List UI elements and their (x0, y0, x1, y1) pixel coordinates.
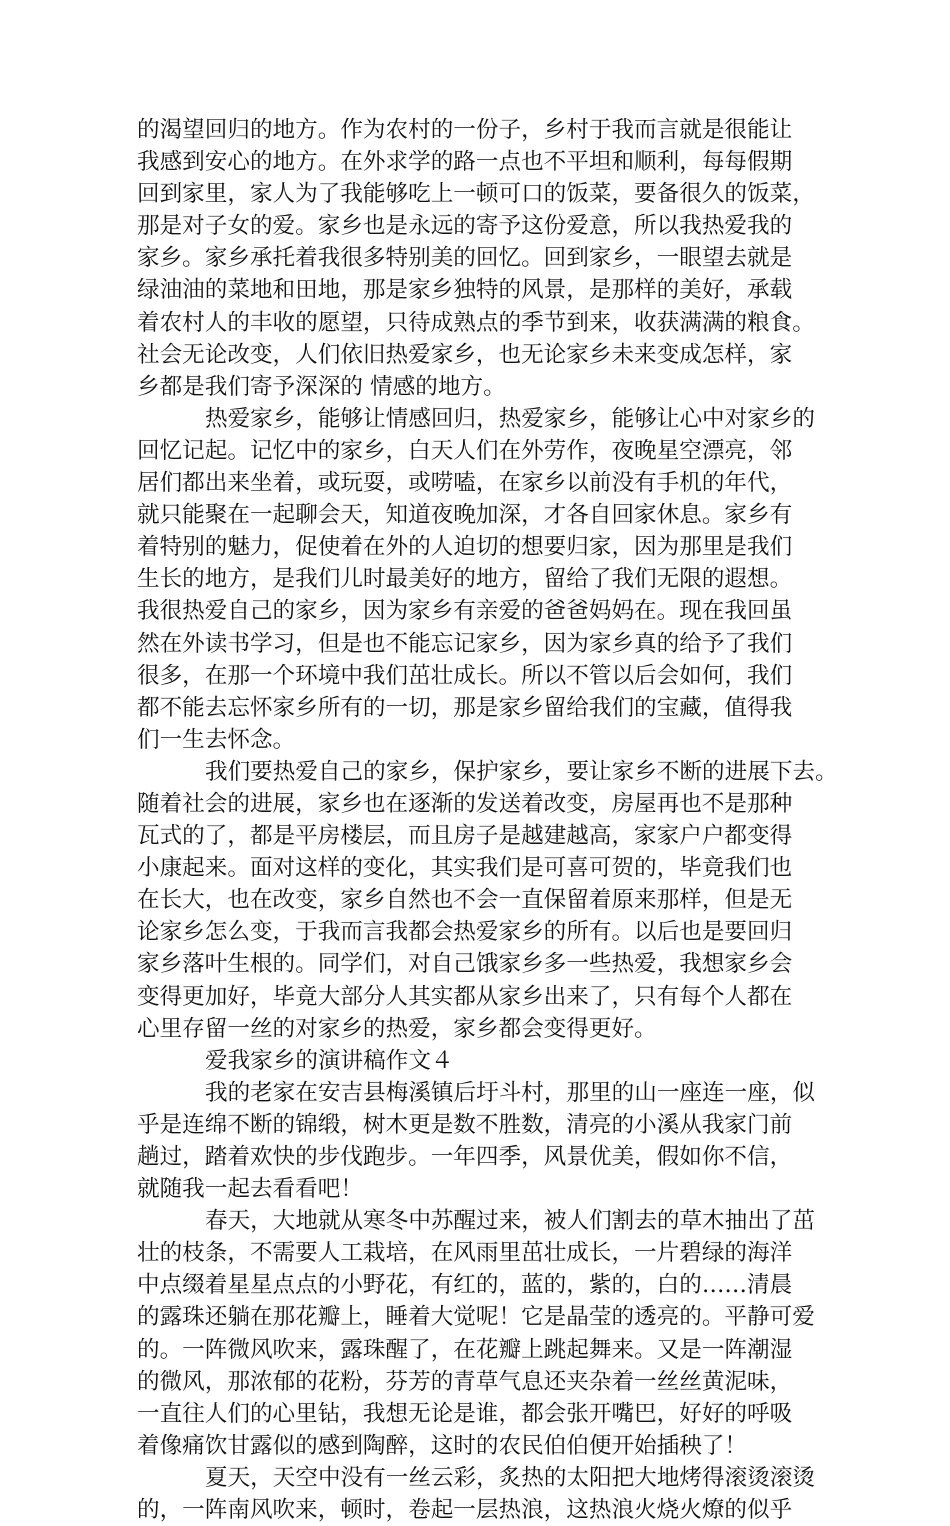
text-line: 爱我家乡的演讲稿作文４ (205, 1047, 454, 1074)
text-line: 心里存留一丝的对家乡的热爱，家乡都会变得更好。 (137, 1015, 657, 1042)
text-line: 瓦式的了，都是平房楼层，而且房子是越建越高，家家户户都变得 (137, 823, 793, 850)
text-line: 的渴望回归的地方。作为农村的一份子，乡村于我而言就是很能让 (137, 117, 793, 143)
text-line: 中点缀着星星点点的小野花，有红的，蓝的，紫的，白的……清晨 (137, 1272, 793, 1299)
text-line: 家乡。家乡承托着我很多特别美的回忆。回到家乡，一眼望去就是 (137, 245, 793, 272)
paragraph (137, 403, 817, 756)
text-line: 夏天，天空中没有一丝云彩，炙热的太阳把大地烤得滚烫滚烫 (205, 1464, 816, 1491)
text-line: 都不能去忘怀家乡所有的一切，那是家乡留给我们的宝藏，值得我 (137, 694, 793, 721)
text-line: 我的老家在安吉县梅溪镇后圩斗村，那里的山一座连一座，似 (205, 1079, 816, 1106)
text-line: 那是对子女的爱。家乡也是永远的寄予这份爱意，所以我热爱我的 (137, 213, 793, 240)
paragraph (137, 1205, 817, 1462)
text-line: 我很热爱自己的家乡，因为家乡有亲爱的爸爸妈妈在。现在我回虽 (137, 598, 793, 625)
text-line: 就随我一起去看看吧！ (137, 1176, 363, 1203)
text-line: 的，一阵南风吹来，顿时，卷起一层热浪，这热浪火烧火燎的似乎 (137, 1497, 793, 1524)
text-line: 乎是连绵不断的锦缎，树木更是数不胜数，清亮的小溪从我家门前 (137, 1111, 793, 1138)
paragraph (137, 1045, 817, 1077)
text-line: 春天，大地就从寒冬中苏醒过来，被人们割去的草木抽出了茁 (205, 1208, 816, 1235)
text-line: 热爱家乡，能够让情感回归，热爱家乡，能够让心中对家乡的 (205, 405, 816, 432)
text-line: 一直往人们的心里钻，我想无论是谁，都会张开嘴巴，好好的呼吸 (137, 1400, 793, 1427)
text-line: 论家乡怎么变，于我而言我都会热爱家乡的所有。以后也是要回归 (137, 919, 793, 946)
text-line: 的微风，那浓郁的花粉，芬芳的青草气息还夹杂着一丝丝黄泥味， (137, 1368, 793, 1395)
text-line: 居们都出来坐着，或玩耍，或唠嗑，在家乡以前没有手机的年代， (137, 470, 793, 497)
paragraph (137, 114, 817, 403)
text-line: 们一生去怀念。 (137, 726, 296, 753)
text-line: 的露珠还躺在那花瓣上，睡着大觉呢！它是晶莹的透亮的。平静可爱 (137, 1304, 815, 1331)
text-line: 趟过，踏着欢快的步伐跑步。一年四季，风景优美，假如你不信， (137, 1144, 793, 1170)
text-line: 着像痛饮甘露似的感到陶醉，这时的农民伯伯便开始插秧了！ (137, 1432, 748, 1459)
text-line: 着特别的魅力，促使着在外的人迫切的想要归家，因为那里是我们 (137, 534, 793, 561)
document-page (137, 114, 838, 1526)
text-line: 着农村人的丰收的愿望，只待成熟点的季节到来，收获满满的粮食。 (137, 309, 815, 336)
text-line: 就只能聚在一起聊会天，知道夜晚加深，才各自回家休息。家乡有 (137, 502, 793, 529)
text-line: 壮的枝条，不需要人工栽培，在风雨里茁壮成长，一片碧绿的海洋 (137, 1240, 793, 1267)
paragraph (137, 1462, 817, 1526)
text-line: 小康起来。面对这样的变化，其实我们是可喜可贺的，毕竟我们也 (137, 855, 793, 882)
text-line: 生长的地方，是我们儿时最美好的地方，留给了我们无限的遐想。 (137, 566, 793, 593)
text-line: 随着社会的进展，家乡也在逐渐的发送着改变，房屋再也不是那种 (137, 790, 793, 817)
text-line: 很多，在那一个环境中我们茁壮成长。所以不管以后会如何，我们 (137, 662, 793, 689)
text-line: 回到家里，家人为了我能够吃上一顿可口的饭菜，要备很久的饭菜， (137, 181, 815, 208)
document-body (137, 114, 838, 1526)
text-line: 然在外读书学习，但是也不能忘记家乡，因为家乡真的给予了我们 (137, 630, 793, 657)
text-line: 社会无论改变，人们依旧热爱家乡，也无论家乡未来变成怎样，家 (137, 341, 793, 368)
text-line: 我们要热爱自己的家乡，保护家乡，要让家乡不断的进展下去。 (205, 758, 838, 785)
text-line: 在长大，也在改变，家乡自然也不会一直保留着原来那样，但是无 (137, 887, 793, 914)
text-line: 的。一阵微风吹来，露珠醒了，在花瓣上跳起舞来。又是一阵潮湿 (137, 1336, 793, 1363)
text-line: 我感到安心的地方。在外求学的路一点也不平坦和顺利，每每假期 (137, 149, 793, 176)
text-line: 回忆记起。记忆中的家乡，白天人们在外劳作，夜晚星空漂亮，邻 (137, 437, 793, 464)
text-line: 变得更加好，毕竟大部分人其实都从家乡出来了，只有每个人都在 (137, 983, 793, 1010)
text-line: 家乡落叶生根的。同学们，对自己饿家乡多一些热爱，我想家乡会 (137, 951, 793, 978)
paragraph (137, 756, 838, 1045)
text-line: 乡都是我们寄予深深的 情感的地方。 (137, 373, 506, 400)
paragraph (137, 1077, 817, 1205)
text-line: 绿油油的菜地和田地，那是家乡独特的风景，是那样的美好，承载 (137, 277, 793, 304)
